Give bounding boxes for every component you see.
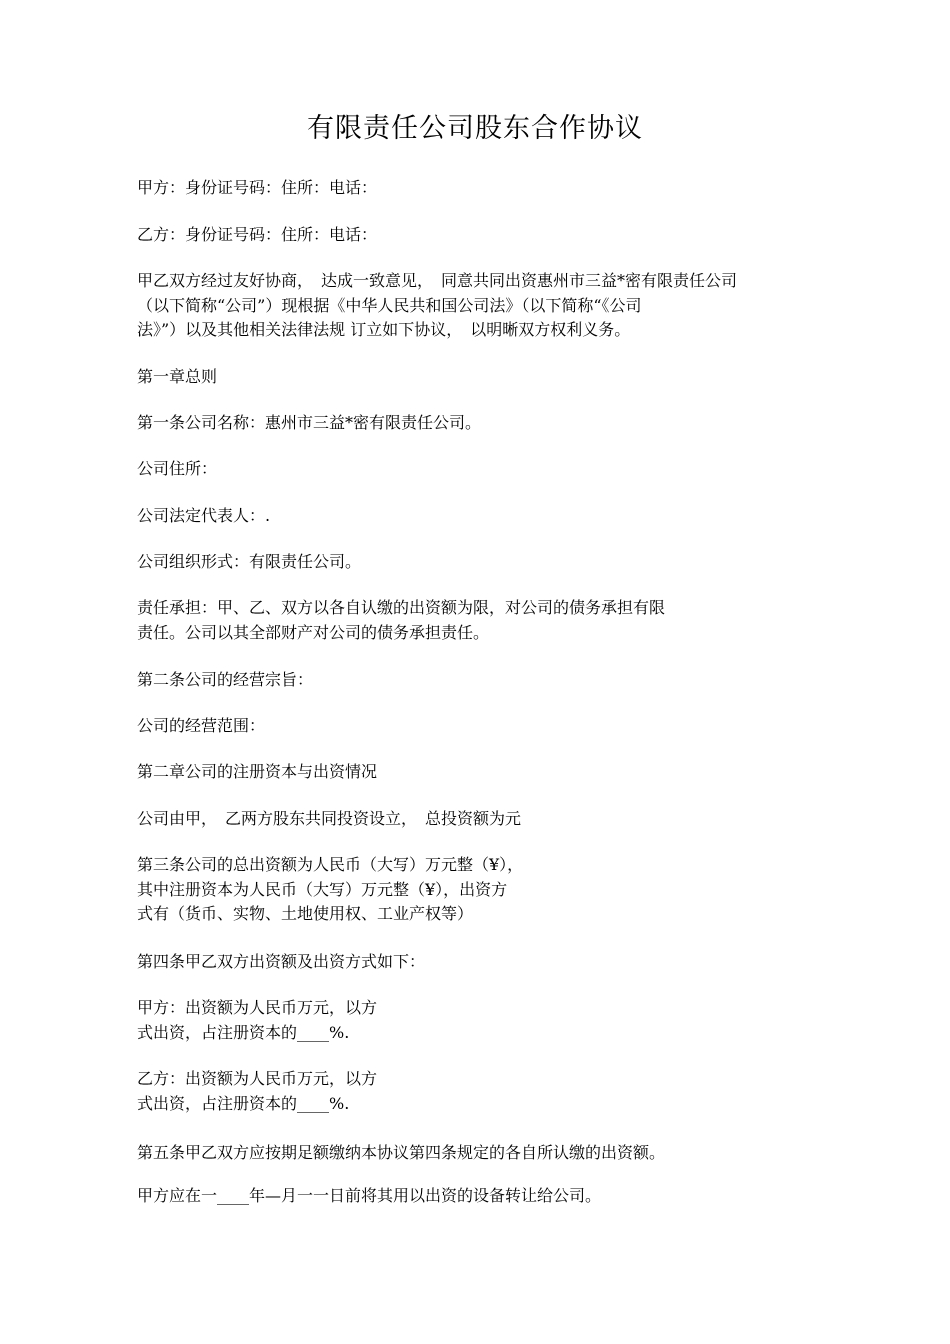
text-line: 第二章公司的注册资本与出资情况: [137, 762, 378, 781]
article-paragraph: [137, 1141, 665, 1166]
text-line: 第四条甲乙双方出资额及出资方式如下：: [137, 952, 426, 971]
party-b-contribution: [137, 1067, 377, 1116]
article-paragraph: [137, 411, 481, 436]
article-paragraph: [137, 853, 523, 927]
article-paragraph: [137, 950, 425, 975]
text-line: 乙方：身份证号码：住所：电话：: [137, 225, 378, 244]
text-line: 式出资，占注册资本的____%.: [137, 1093, 350, 1113]
legal-representative: [137, 504, 270, 529]
business-scope: [137, 714, 265, 739]
text-line: 式出资，占注册资本的____%.: [137, 1022, 350, 1042]
text-line: 甲乙双方经过友好协商， 达成一致意见， 同意共同出资惠州市三益*密有限责任公司: [137, 271, 738, 290]
text-line: 公司组织形式：有限责任公司。: [137, 552, 362, 571]
text-line: 责任承担：甲、乙、双方以各自认缴的出资额为限，对公司的债务承担有限: [137, 598, 666, 617]
party-a-contribution: [137, 996, 377, 1045]
text-line: 第三条公司的总出资额为人民币（大写）万元整（¥），: [137, 855, 524, 874]
party-a-deadline: [137, 1184, 601, 1209]
text-line: 公司住所：: [137, 459, 218, 478]
text-line: 甲方应在一____年—月一一日前将其用以出资的设备转让给公司。: [137, 1186, 602, 1205]
text-line: 公司由甲， 乙两方股东共同投资设立， 总投资额为元: [137, 809, 522, 828]
text-line: 第一条公司名称：惠州市三益*密有限责任公司。: [137, 413, 482, 432]
article-paragraph: [137, 668, 313, 693]
organization-form: [137, 550, 361, 575]
party-a-info: [137, 176, 377, 201]
text-line: 甲方：身份证号码：住所：电话：: [137, 178, 378, 197]
text-line: 第五条甲乙双方应按期足额缴纳本协议第四条规定的各自所认缴的出资额。: [137, 1143, 666, 1162]
investment-paragraph: [137, 807, 521, 832]
text-line: 第一章总则: [137, 367, 218, 386]
text-line: 法》”）以及其他相关法律法规 订立如下协议， 以明晰双方权利义务。: [137, 320, 631, 339]
text-line: 公司的经营范围：: [137, 716, 266, 735]
text-line: 其中注册资本为人民币（大写）万元整（¥），出资方: [137, 879, 508, 899]
text-line: 甲方：出资额为人民币万元，以方: [137, 998, 378, 1017]
chapter-heading: [137, 760, 377, 785]
preamble-paragraph: [137, 269, 737, 343]
document-title: 有限责任公司股东合作协议: [307, 113, 643, 144]
text-line: 第二条公司的经营宗旨：: [137, 670, 314, 689]
chapter-heading: [137, 365, 217, 390]
text-line: 责任。公司以其全部财产对公司的债务承担责任。: [137, 622, 490, 642]
text-line: 公司法定代表人：.: [137, 506, 271, 525]
company-address: [137, 457, 217, 482]
liability-paragraph: [137, 596, 665, 645]
text-line: 乙方：出资额为人民币万元，以方: [137, 1069, 378, 1088]
text-line: （以下简称“公司”）现根据《中华人民共和国公司法》（以下简称“《公司: [137, 295, 642, 315]
text-line: 式有（货币、实物、土地使用权、工业产权等）: [137, 904, 474, 923]
party-b-info: [137, 223, 377, 248]
